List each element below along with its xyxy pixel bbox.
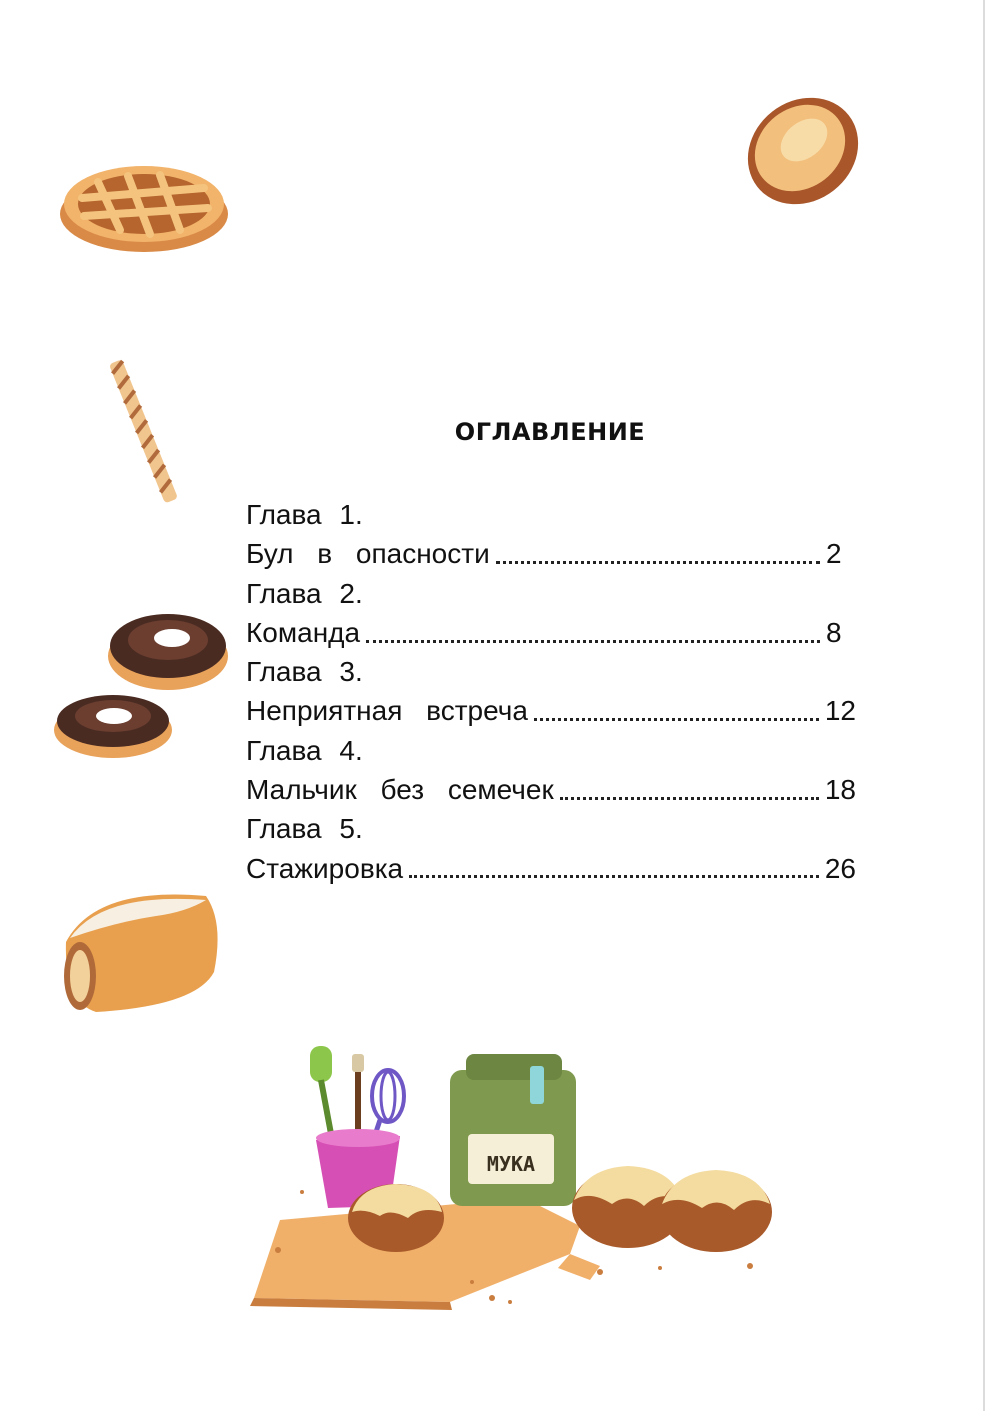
bread-roll-icon <box>56 882 222 1014</box>
toc-entry[interactable] <box>246 849 856 888</box>
toc-chapter-heading: Глава 1. <box>246 499 363 530</box>
toc-chapter-heading: Глава 4. <box>246 734 363 766</box>
toc-chapter-heading: Глава 2. <box>246 577 363 609</box>
toc-entry[interactable] <box>246 770 856 809</box>
toc-entry[interactable] <box>246 534 856 573</box>
leader-dots <box>560 776 819 804</box>
donut-icon <box>106 606 230 692</box>
toc-title: ОГЛАВЛЕНИЕ <box>454 418 646 446</box>
toc-page-number: 2 <box>826 538 842 570</box>
toc-page-number: 12 <box>824 695 856 727</box>
toc-page-number: 8 <box>826 616 842 648</box>
toc-entry[interactable] <box>246 613 856 652</box>
table-of-contents <box>246 495 856 888</box>
donut-icon <box>52 688 174 760</box>
toc-entry-title: Неприятная встреча <box>246 695 528 727</box>
bun-icon <box>742 92 864 210</box>
leader-dots <box>366 619 820 647</box>
flour-bag-label: МУКА <box>486 1152 536 1176</box>
toc-chapter-heading: Глава 3. <box>246 656 363 688</box>
baking-scene-illustration <box>240 1040 790 1312</box>
page-edge <box>983 0 985 1411</box>
toc-page-number: 18 <box>824 774 856 806</box>
leader-dots <box>409 854 819 882</box>
toc-page-number: 26 <box>824 852 856 884</box>
leader-dots <box>534 697 819 725</box>
toc-entry-title: Команда <box>246 616 361 648</box>
toc-chapter-heading: Глава 5. <box>246 813 363 845</box>
leader-dots <box>496 540 820 568</box>
toc-entry-title: Стажировка <box>246 852 404 884</box>
toc-entry[interactable] <box>246 691 856 730</box>
toc-entry-title: Мальчик без семечек <box>246 774 554 806</box>
toc-entry-title: Бул в опасности <box>246 538 490 570</box>
pie-icon <box>58 158 230 256</box>
